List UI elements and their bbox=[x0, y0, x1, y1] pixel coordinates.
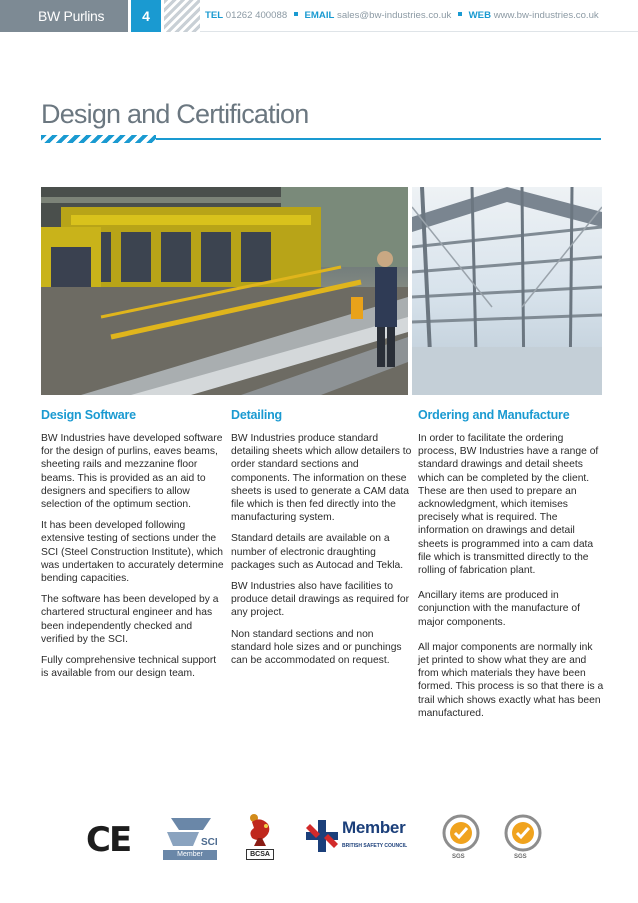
paragraph: In order to facilitate the ordering process, BW Industries have a range of standard drawings and detail sheets which can be completed by the client. These are then used to prepare an acknowledgment, which itemises precisely what is required. The information on drawings and detail sheets is programmed into a cam data file which is transmitted directly to the rolling of fabrication plant. bbox=[418, 433, 599, 577]
bcsa-label: BCSA bbox=[246, 849, 274, 860]
paragraph: Ancillary items are produced in conjunction with the manufacture of major components. bbox=[418, 590, 580, 628]
steel-frame-photo bbox=[412, 187, 602, 395]
paragraph: All major components are normally ink jet printed to show what they are and from which materials they have been formed. This process is so that there is a trail which shows exactly what has been manufactured. bbox=[418, 641, 604, 719]
column-detailing bbox=[231, 408, 416, 675]
contact-line bbox=[205, 10, 599, 21]
tel-label: TEL bbox=[205, 10, 224, 21]
sci-emblem-icon bbox=[163, 816, 217, 850]
bsc-subtitle: BRITISH SAFETY COUNCIL bbox=[342, 843, 408, 849]
british-safety-council-logo bbox=[304, 818, 424, 858]
bcsa-dragon-icon bbox=[244, 812, 276, 848]
sgs-label: SGS bbox=[452, 854, 465, 860]
sci-member-label: Member bbox=[163, 850, 217, 860]
sgs-seal-icon bbox=[502, 814, 544, 852]
email-value[interactable]: sales@bw-industries.co.uk bbox=[337, 10, 452, 21]
column-design-software bbox=[41, 408, 226, 688]
paragraph: Fully comprehensive technical support is available from our design team. bbox=[41, 655, 217, 680]
paragraph: Standard details are available on a number of electronic draughting packages such as Autocad and Tekla. bbox=[231, 533, 404, 571]
tel-value: 01262 400088 bbox=[225, 10, 288, 21]
header-stripes bbox=[164, 0, 200, 32]
page-header bbox=[0, 0, 638, 32]
bcsa-logo bbox=[244, 812, 276, 860]
paragraph: BW Industries produce standard detailing sheets which allow detailers to order standard sections and components. The information on these sheets is used to generate a CAM data file which is then fed directly into the manufacturing system. bbox=[231, 433, 412, 524]
section-heading: Ordering and Manufacture bbox=[418, 408, 570, 422]
web-value[interactable]: www.bw-industries.co.uk bbox=[493, 10, 599, 21]
paragraph: It has been developed following extensive testing of sections under the SCI (Steel Construction Institute), which was undertaken to accurately determine bending capacities. bbox=[41, 520, 224, 585]
header-divider bbox=[200, 31, 638, 32]
paragraph: Non standard sections and non standard hole sizes and or punchings can be accommodated on request. bbox=[231, 628, 402, 667]
steel-frame-illustration bbox=[412, 187, 602, 395]
web-label: WEB bbox=[468, 10, 492, 21]
factory-photo bbox=[41, 187, 408, 395]
paragraph: BW Industries also have facilities to produce detail drawings as required for any project. bbox=[231, 581, 410, 619]
header-brand-block bbox=[0, 0, 128, 32]
column-ordering-manufacture bbox=[418, 408, 604, 732]
bsc-member-label: Member bbox=[342, 818, 406, 837]
sci-member-logo bbox=[163, 816, 217, 860]
sgs-certification-logo bbox=[502, 814, 544, 860]
sgs-label: SGS bbox=[514, 854, 527, 860]
paragraph: BW Industries have developed software for the design of purlins, eaves beams, sheeting rails and mezzanine floor beams. This is provided as an aid to designers and specifiers to allow selection of the optimum section. bbox=[41, 433, 223, 511]
certification-logos bbox=[0, 812, 638, 862]
sgs-seal-icon bbox=[440, 814, 482, 852]
sci-text: SCI bbox=[201, 837, 217, 848]
page-number: 4 bbox=[131, 0, 161, 32]
title-divider bbox=[156, 138, 601, 140]
bsc-emblem-icon bbox=[304, 818, 340, 854]
paragraph: The software has been developed by a chartered structural engineer and has been independently checked and verified by the SCI. bbox=[41, 594, 219, 645]
ce-mark-logo: CE bbox=[86, 820, 131, 860]
email-label: EMAIL bbox=[304, 10, 335, 21]
page-title: Design and Certification bbox=[41, 99, 309, 129]
separator-dot bbox=[458, 12, 462, 16]
sgs-certification-logo bbox=[440, 814, 482, 860]
section-heading: Design Software bbox=[41, 408, 136, 422]
factory-photo-illustration bbox=[41, 187, 408, 395]
section-heading: Detailing bbox=[231, 408, 282, 422]
title-stripes bbox=[41, 135, 156, 143]
separator-dot bbox=[294, 12, 298, 16]
brand-name: BW Purlins bbox=[38, 8, 105, 24]
